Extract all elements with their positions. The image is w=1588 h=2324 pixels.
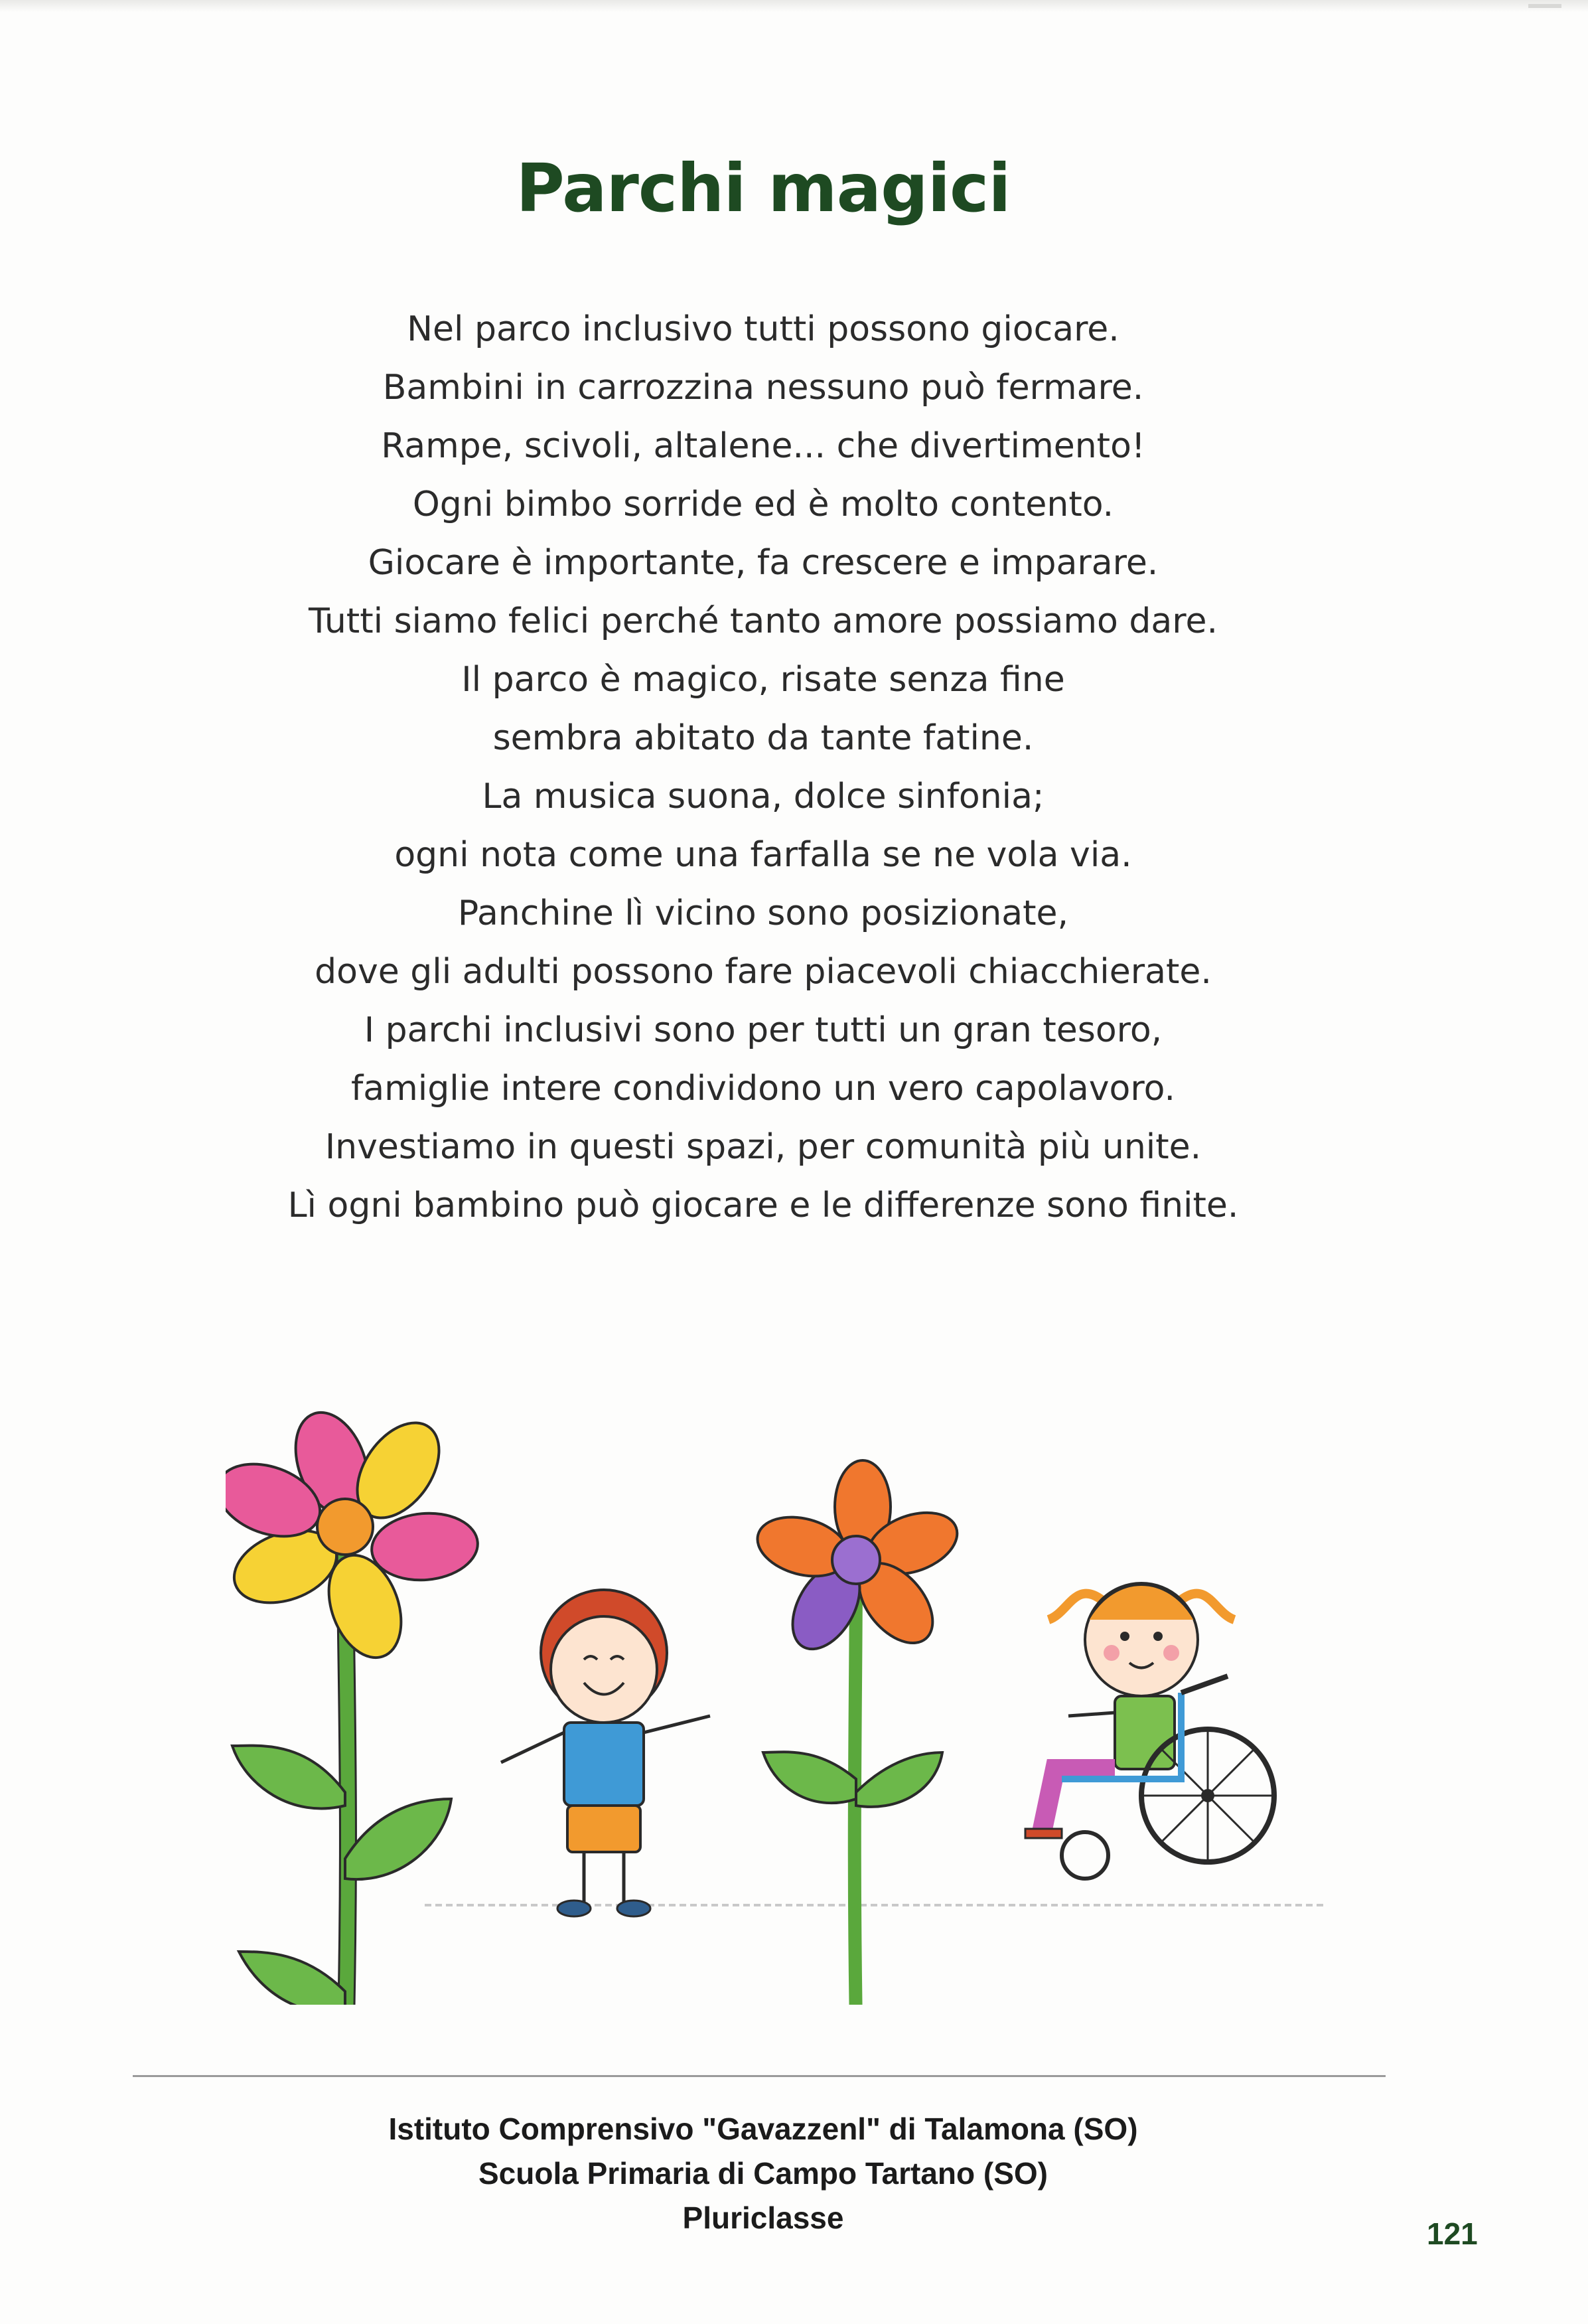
poem-body <box>0 300 1526 1235</box>
poem-line: Nel parco inclusivo tutti possono giocare. <box>407 309 1119 349</box>
poem-line: Lì ogni bambino può giocare e le differenze sono finite. <box>287 1186 1239 1225</box>
footer-class: Pluriclasse <box>682 2201 844 2235</box>
poem-line: sembra abitato da tante fatine. <box>492 718 1034 758</box>
poem-line: Bambini in carrozzina nessuno può fermare. <box>382 368 1144 408</box>
poem-line: Panchine lì vicino sono posizionate, <box>457 893 1069 933</box>
footer-divider <box>133 2075 1386 2077</box>
scan-corner-mark <box>1528 4 1561 8</box>
poem-line: dove gli adulti possono fare piacevoli chiacchierate. <box>315 952 1212 992</box>
poem-line: ogni nota come una farfalla se ne vola via. <box>394 835 1132 875</box>
page-number: 121 <box>1427 2216 1478 2251</box>
page-top-edge <box>0 0 1588 12</box>
poem-line: I parchi inclusivi sono per tutti un gran tesoro, <box>364 1010 1163 1050</box>
footer-school: Istituto Comprensivo "Gavazzenl" di Talamona (SO) <box>388 2112 1138 2146</box>
girl-wheelchair-icon <box>1025 1583 1274 1879</box>
poem-line: Il parco è magico, risate senza fine <box>461 660 1065 700</box>
poem-line: Investiamo in questi spazi, per comunità più unite. <box>325 1127 1202 1167</box>
footer <box>0 2107 1526 2240</box>
page-title: Parchi magici <box>516 149 1011 227</box>
poem-line: famiglie intere condividono un vero capolavoro. <box>350 1069 1176 1109</box>
flower-icon <box>751 1460 966 2005</box>
poem-line: Giocare è importante, fa crescere e imparare. <box>368 543 1159 583</box>
poem-line: Ogni bimbo sorride ed è molto contento. <box>412 485 1114 524</box>
footer-primary-school: Scuola Primaria di Campo Tartano (SO) <box>478 2156 1048 2191</box>
poem-line: La musica suona, dolce sinfonia; <box>482 777 1045 816</box>
boy-icon <box>501 1590 710 1916</box>
illustration <box>226 1407 1354 2005</box>
poem-line: Rampe, scivoli, altalene... che divertimento! <box>381 426 1145 466</box>
poem-line: Tutti siamo felici perché tanto amore possiamo dare. <box>308 601 1218 641</box>
illustration-svg <box>226 1407 1354 2005</box>
flower-icon <box>226 1407 480 2005</box>
